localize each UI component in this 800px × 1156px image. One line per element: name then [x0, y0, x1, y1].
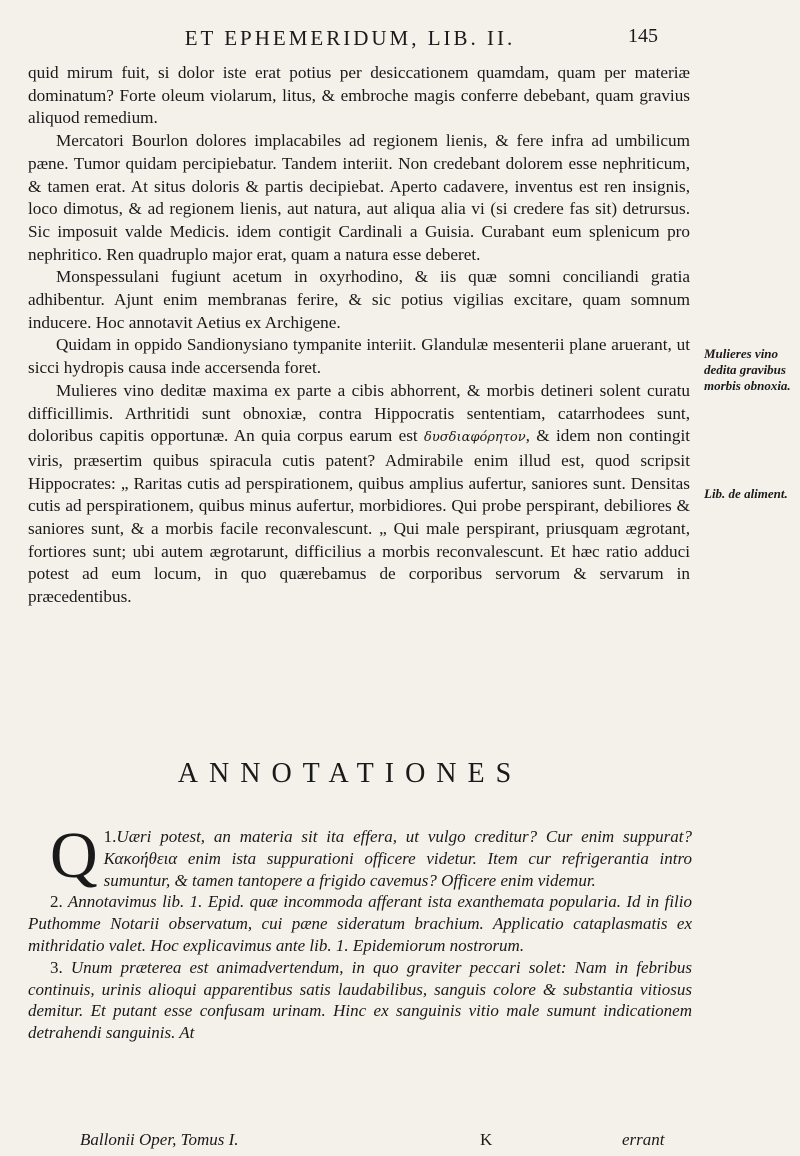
drop-cap: Q — [50, 819, 98, 892]
margin-note: Lib. de aliment. — [704, 486, 788, 501]
main-text — [28, 62, 690, 609]
annotation-text: Uæri potest, an materia sit ita effera, ut vulgo creditur? Cur enim suppurat? Κακοήθεια enim ista suppurationi officere videtur. Item cur refrigerantia intro sumuntur, & tamen tantopere a frigido cavemus? Officere enim videmur. — [103, 827, 692, 890]
page-number: 145 — [628, 25, 658, 47]
annotation-item — [28, 957, 692, 1044]
annotation-item — [28, 819, 692, 892]
paragraph: quid mirum fuit, si dolor iste erat potius per desiccationem quamdam, quam per materiæ dominatum? Forte oleum violarum, litus, & embroche magis conferre debebant, quam gravius aliquod remedium. — [28, 63, 690, 128]
footer-book-title: Ballonii Oper, Tomus I. — [80, 1130, 239, 1149]
paragraph-text: , & idem non contingit viris, præsertim quibus spiracula cutis patent? Admirabile enim illud est, quod scripsit Hippocrates: „ Raritas cutis ad perspirationem, quibus amplius aufertur, saniores sunt. Densitas cutis ad perspirationem, quibus minus aufertur, morbidiores. Qui probe perspirant, debiliores & saniores sunt, & a morbis facile reconvalescunt. „ Qui male perspirant, priusquam ægrotant, fortiores sunt; ubi autem ægrotarunt, difficilius a morbis reconvalescunt. Et hæc ratio adduci potest ad eum locum, in quo quærebamus de corporibus servorum & servarum in præcedentibus. — [28, 426, 691, 607]
paragraph-text: Mulieres vino deditæ maxima ex parte a cibis abhorrent, & morbis detineri solent curatu difficillimis. Arthritidi sunt obnoxiæ, contra Hippocratis sententiam, catarrhodees sunt, doloribus capitis opportunæ. An quia corpus earum est — [28, 380, 690, 446]
paragraph: Quidam in oppido Sandionysiano tympanite interiit. Glandulæ mesenterii plane aruerant, ut sicci hydropis causa inde accersenda foret. — [28, 335, 690, 378]
annotation-text: Annotavimus lib. 1. Epid. quæ incommoda afferant ista exanthemata popularia. Id in filio Puthomme Notarii observatum, cui pæne sideratum brachium. Applicatio cataplasmatis ex mithridatio valet. Hoc explicavimus ante lib. 1. Epidemiorum nostrorum. — [28, 892, 692, 955]
margin-note: Mulieres vino dedita gravibus morbis obnoxia. — [704, 346, 791, 393]
running-head: ET EPHEMERIDUM, LIB. II. — [184, 26, 516, 50]
paragraph — [28, 380, 690, 609]
annotations — [28, 819, 693, 1044]
annotation-text: Unum præterea est animadvertendum, in quo graviter peccari solet: Nam in febribus continuis, urinis alioqui apparentibus satis laudabilibus, sanguis colore & substantia vitiosus demitur. Et putant esse confusam urinam. Hinc ex sanguinis vitio male sumunt indicationem detrahendi sanguinis. At — [28, 957, 693, 1043]
section-heading: ANNOTATIONES — [177, 758, 523, 789]
annotation-number: 2. — [50, 892, 63, 912]
annotation-number: 1. — [103, 827, 117, 846]
paragraph: Monspessulani fugiunt acetum in oxyrhodino, & iis quæ somni conciliandi gratia adhibentur. Ajunt enim membranas ferire, & sic potius vigilias excitare, quam somnum inducere. Hoc annotavit Aetius ex Archigene. — [28, 267, 690, 332]
paragraph: Mercatori Bourlon dolores implacabiles ad regionem lienis, & fere infra ad umbilicum pæne. Tumor quidam percipiebatur. Tandem interiit. Non credebant dolorem esse nephriticum, & tamen erat. At situs doloris & partis decipiebat. Aperto cadavere, inventus est ren insignis, loco dimotus, & ad regionem lienis, aut natura, aut aliqua alia vi (si credere fas sit) detrursus. Sic imposuit valde Medicis. idem contigit Cardinali a Guisia. Curabant eum splenicum pro nephritico. Ren quadruplo major erat, quam a natura esse deberet. — [28, 131, 690, 264]
annotation-item — [28, 891, 692, 956]
signature-mark: K — [480, 1130, 493, 1149]
catchword: errant — [622, 1130, 665, 1149]
greek-word: δυσδιαφόρητον — [424, 430, 526, 446]
annotation-number: 3. — [50, 957, 63, 977]
